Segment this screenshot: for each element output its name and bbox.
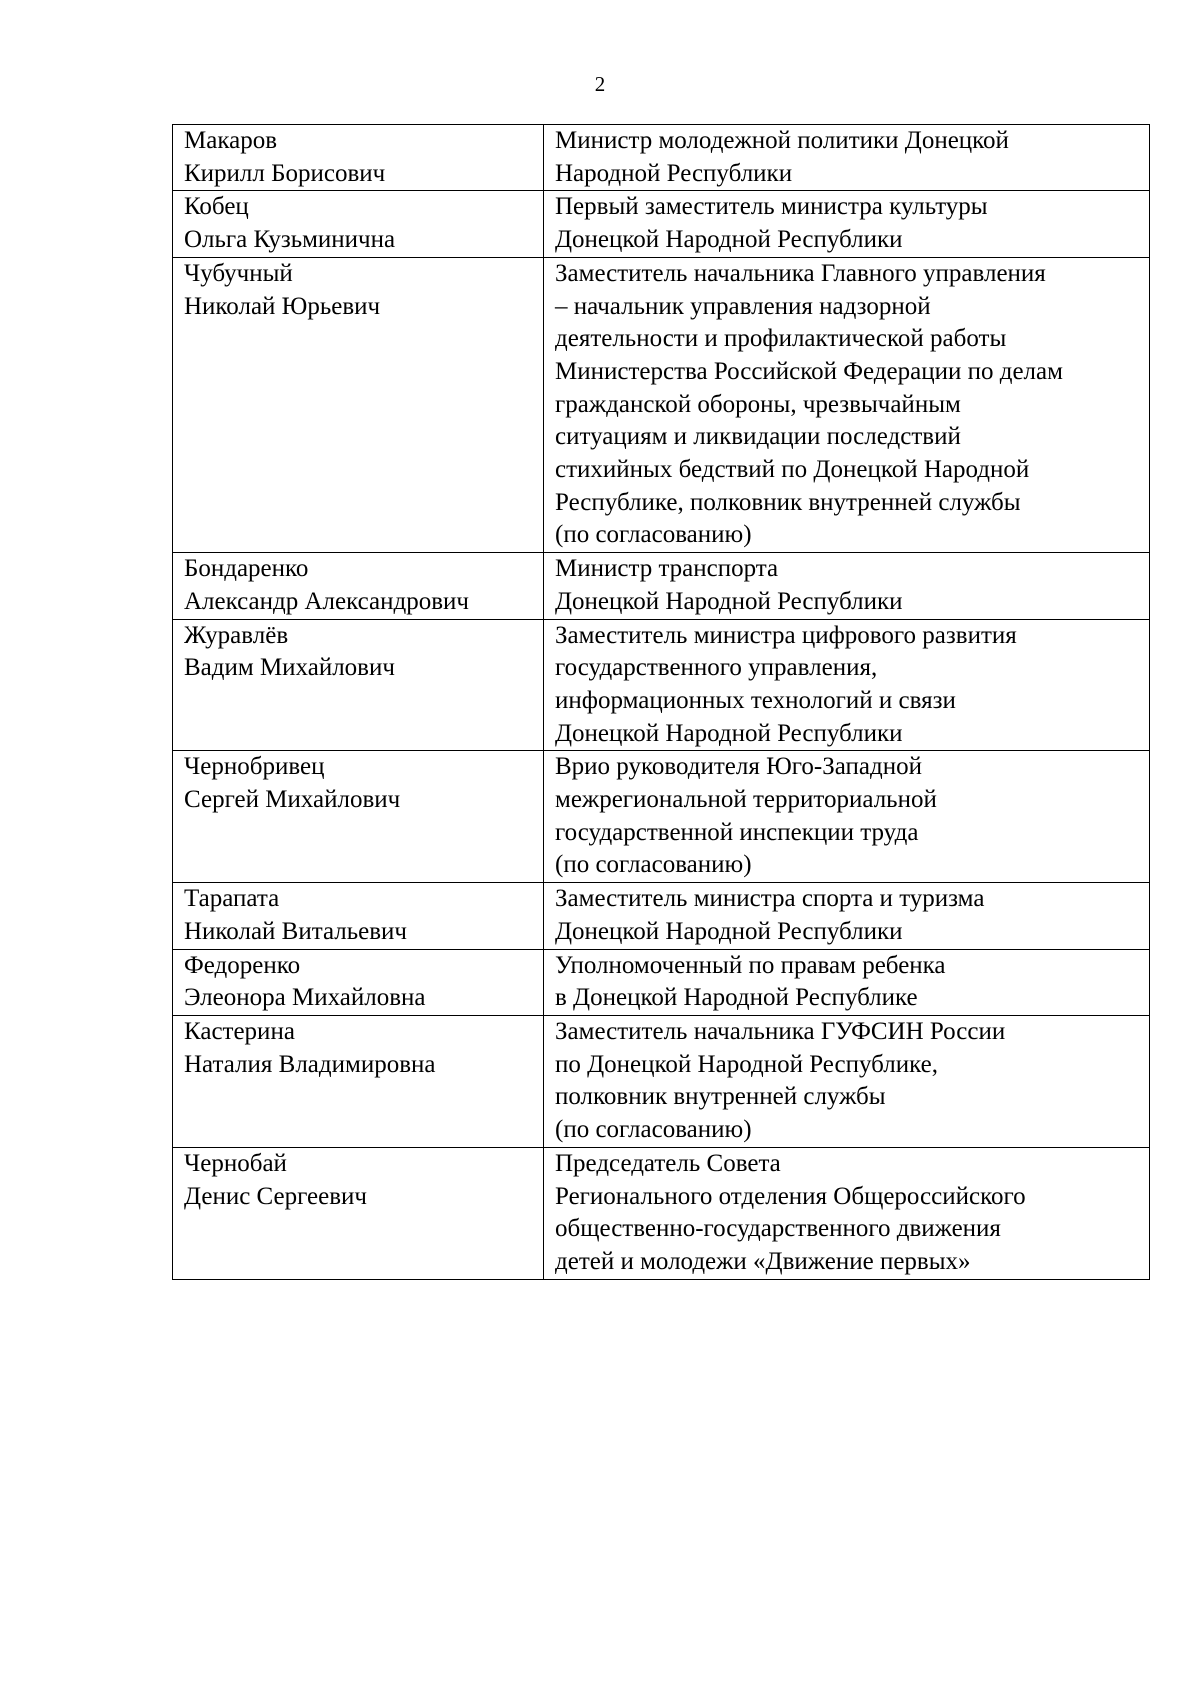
member-name: Бондаренко Александр Александрович	[173, 553, 544, 619]
members-table	[172, 124, 1150, 1280]
member-position: Заместитель министра цифрового развития государственного управления, информационных технологий и связи Донецкой Народной Республики	[544, 619, 1150, 751]
member-position: Министр транспорта Донецкой Народной Республики	[544, 553, 1150, 619]
member-name: Кобец Ольга Кузьминична	[173, 191, 544, 257]
table-row	[173, 883, 1150, 949]
member-position: Председатель Совета Регионального отделения Общероссийского общественно-государственного движения детей и молодежи «Движение первых»	[544, 1147, 1150, 1279]
member-name: Чернобривец Сергей Михайлович	[173, 751, 544, 883]
table-row	[173, 949, 1150, 1015]
table-row	[173, 553, 1150, 619]
table-row	[173, 125, 1150, 191]
member-position: Заместитель начальника Главного управления – начальник управления надзорной деятельности и профилактической работы Министерства Российской Федерации по делам гражданской обороны, чрезвычайным ситуациям и ликвидации последствий стихийных бедствий по Донецкой Народной Республике, полковник внутренней службы (по согласованию)	[544, 257, 1150, 552]
member-name: Журавлёв Вадим Михайлович	[173, 619, 544, 751]
table-row	[173, 751, 1150, 883]
member-name: Чернобай Денис Сергеевич	[173, 1147, 544, 1279]
member-position: Заместитель министра спорта и туризма Донецкой Народной Республики	[544, 883, 1150, 949]
page-number: 2	[594, 72, 606, 96]
table-row	[173, 619, 1150, 751]
member-name: Кастерина Наталия Владимировна	[173, 1015, 544, 1147]
member-name: Тарапата Николай Витальевич	[173, 883, 544, 949]
member-position: Врио руководителя Юго-Западной межрегиональной территориальной государственной инспекции труда (по согласованию)	[544, 751, 1150, 883]
member-name: Чубучный Николай Юрьевич	[173, 257, 544, 552]
table-row	[173, 191, 1150, 257]
member-position: Министр молодежной политики Донецкой Народной Республики	[544, 125, 1150, 191]
member-name: Макаров Кирилл Борисович	[173, 125, 544, 191]
member-position: Уполномоченный по правам ребенка в Донецкой Народной Республике	[544, 949, 1150, 1015]
table-row	[173, 1147, 1150, 1279]
member-position: Заместитель начальника ГУФСИН России по Донецкой Народной Республике, полковник внутренней службы (по согласованию)	[544, 1015, 1150, 1147]
table-row	[173, 257, 1150, 552]
member-name: Федоренко Элеонора Михайловна	[173, 949, 544, 1015]
member-position: Первый заместитель министра культуры Донецкой Народной Республики	[544, 191, 1150, 257]
table-row	[173, 1015, 1150, 1147]
